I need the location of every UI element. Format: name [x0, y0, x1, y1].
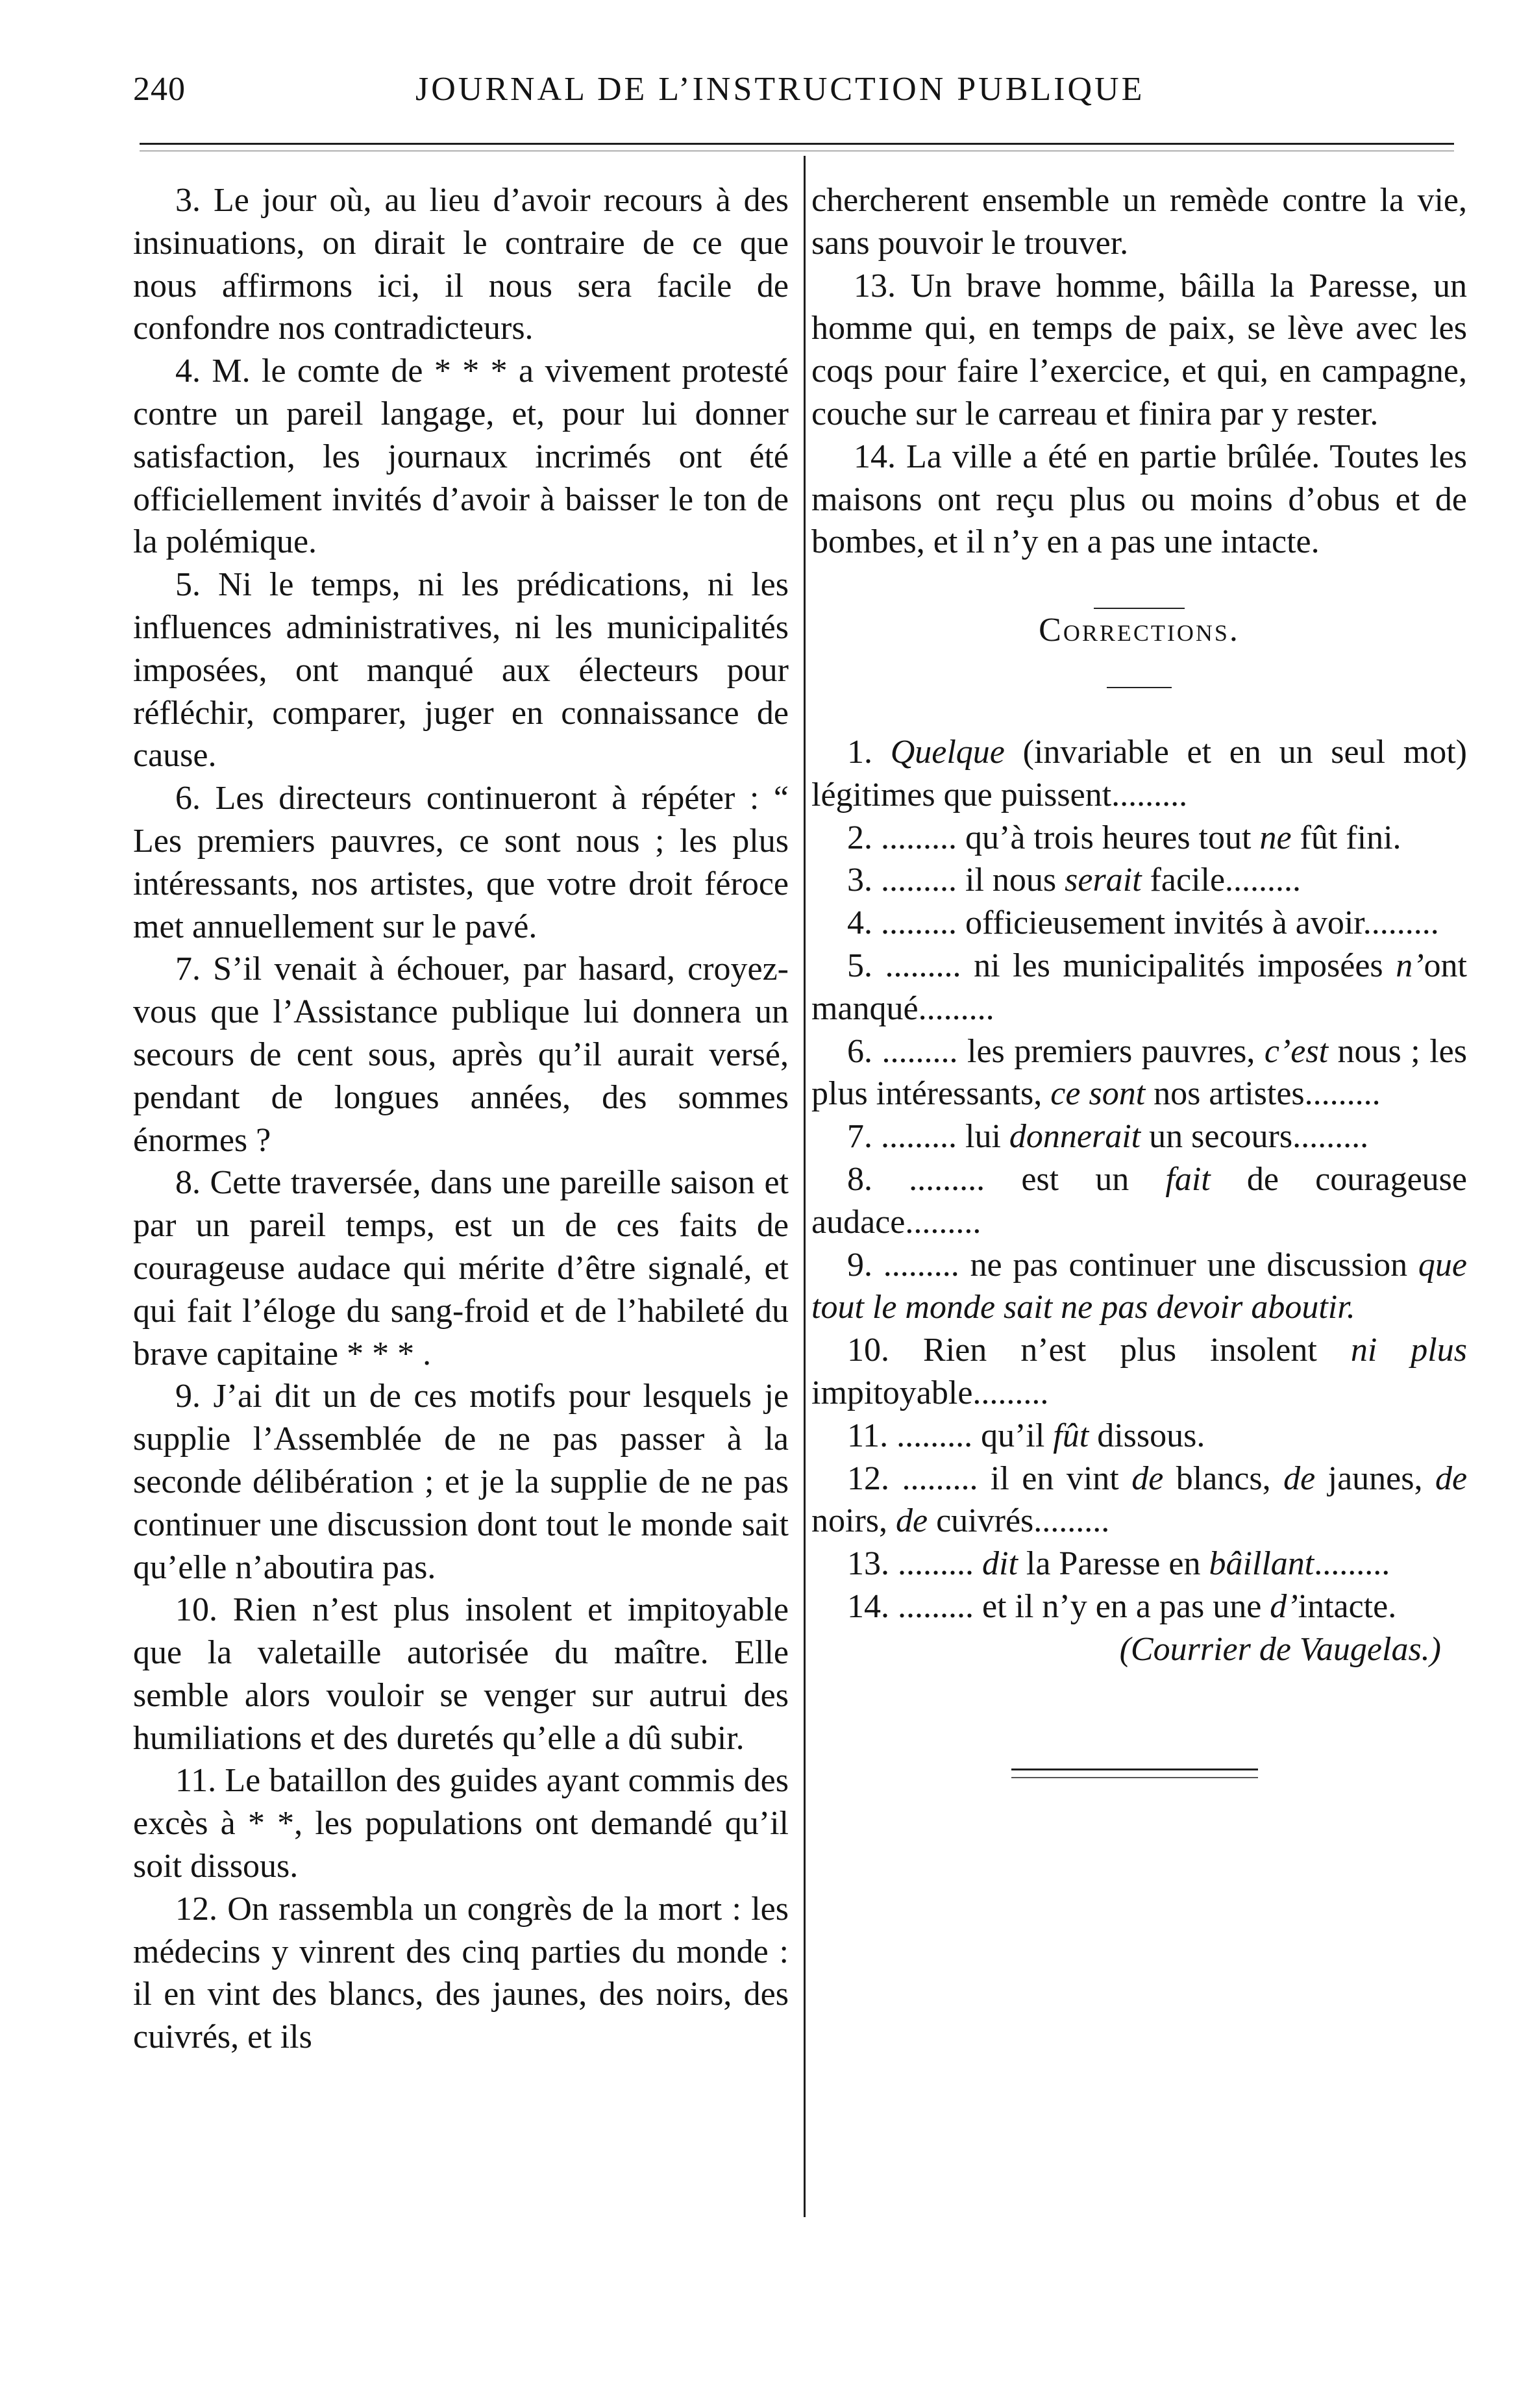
correction-8: 8. ......... est un fait de courageuse audace.........	[811, 1160, 1467, 1241]
exercise-14: 14. La ville a été en partie brûlée. Toutes les maisons ont reçu plus ou moins d’obus et de bombes, et il n’y en a pas une intacte.	[811, 438, 1467, 561]
right-column	[811, 179, 1467, 1778]
header-rule	[140, 143, 1454, 145]
exercise-13: 13. Un brave homme, bâilla la Paresse, un homme qui, en temps de paix, se lève avec les coqs pour faire l’exercice, et qui, en campagne, couche sur le carreau et finira par y rester.	[811, 267, 1467, 432]
correction-11: 11. ......... qu’il fût dissous.	[847, 1417, 1205, 1454]
correction-6: 6. ......... les premiers pauvres, c’est nous ; les plus intéressants, ce sont nos artistes.........	[811, 1032, 1467, 1113]
page-number: 240	[133, 71, 186, 108]
correction-9: 9. ......... ne pas continuer une discussion que tout le monde sait ne pas devoir aboutir.	[811, 1246, 1467, 1326]
exercise-11: 11. Le bataillon des guides ayant commis des excès à * *, les populations ont demandé qu’il soit dissous.	[133, 1762, 789, 1885]
correction-13: 13. ......... dit la Paresse en bâillant.........	[847, 1545, 1390, 1583]
exercise-12: 12. On rassembla un congrès de la mort : les médecins y vinrent des cinq parties du monde : il en vint des blancs, des jaunes, des noirs, des cuivrés, et ils	[133, 1890, 789, 2056]
exercise-3: 3. Le jour où, au lieu d’avoir recours à des insinuations, on dirait le contraire de ce que nous affirmons ici, il nous sera facile de confondre nos contradicteurs.	[133, 182, 789, 347]
exercise-9: 9. J’ai dit un de ces motifs pour lesquels je supplie l’Assemblée de ne pas passer à la seconde délibération ; et je la supplie de ne pas continuer une discussion dont tout le monde sait qu’elle n’aboutira pas.	[133, 1378, 789, 1586]
column-divider	[804, 156, 806, 2217]
end-rule-thin	[1011, 1777, 1258, 1778]
correction-5: 5. ......... ni les municipalités imposées n’ont manqué.........	[811, 947, 1467, 1027]
corrections-list	[811, 731, 1467, 1671]
correction-1: 1. Quelque (invariable et en un seul mot) légitimes que puissent.........	[811, 733, 1467, 813]
exercise-6: 6. Les directeurs continueront à répéter : “ Les premiers pauvres, ce sont nous ; les plus intéressants, nos artistes, que votre droit féroce met annuellement sur le pavé.	[133, 780, 789, 945]
source-citation: (Courrier de Vaugelas.)	[1119, 1630, 1441, 1668]
running-title: JOURNAL DE L’INSTRUCTION PUBLIQUE	[415, 71, 1145, 108]
correction-2: 2. ......... qu’à trois heures tout ne fût fini.	[847, 819, 1401, 856]
correction-4: 4. ......... officieusement invités à avoir.........	[847, 904, 1439, 942]
correction-12: 12. ......... il en vint de blancs, de jaunes, de noirs, de cuivrés.........	[811, 1459, 1468, 1540]
exercise-7: 7. S’il venait à échouer, par hasard, croyez-vous que l’Assistance publique lui donnera un secours de cent sous, après qu’il aurait versé, pendant de longues années, des sommes énormes ?	[133, 950, 789, 1159]
end-rule-thick	[1011, 1769, 1258, 1770]
exercise-12-continuation: chercherent ensemble un remède contre la vie, sans pouvoir le trouver.	[811, 182, 1467, 262]
exercise-10: 10. Rien n’est plus insolent et impitoyable que la valetaille autorisée du maître. Elle semble alors vouloir se venger sur autrui des humiliations et des duretés qu’elle a dû subir.	[133, 1591, 789, 1757]
exercise-8: 8. Cette traversée, dans une pareille saison et par un pareil temps, est un de ces faits de courageuse audace qui mérite d’être signalé, et qui fait l’éloge du sang-froid et de l’habileté du brave capitaine * * * .	[133, 1164, 789, 1372]
correction-14: 14. ......... et il n’y en a pas une d’intacte.	[847, 1587, 1397, 1625]
correction-10: 10. Rien n’est plus insolent ni plus impitoyable.........	[811, 1332, 1467, 1411]
correction-3: 3. ......... il nous serait facile.........	[847, 862, 1302, 899]
corrections-heading: Corrections.	[1039, 612, 1240, 649]
exercise-5: 5. Ni le temps, ni les prédications, ni les influences administratives, ni les municipalités imposées, ont manqué aux électeurs pour réfléchir, comparer, juger en connaissance de cause.	[133, 566, 789, 775]
end-rule	[1011, 1769, 1258, 1778]
correction-7: 7. ......... lui donnerait un secours.........	[847, 1118, 1369, 1156]
left-column	[133, 179, 789, 2059]
section-rule-small	[1107, 687, 1172, 688]
exercise-4: 4. M. le comte de * * * a vivement protesté contre un pareil langage, et, pour lui donner satisfaction, les journaux incrimés ont été officiellement invités d’avoir à baisser le ton de la polémique.	[133, 353, 789, 561]
